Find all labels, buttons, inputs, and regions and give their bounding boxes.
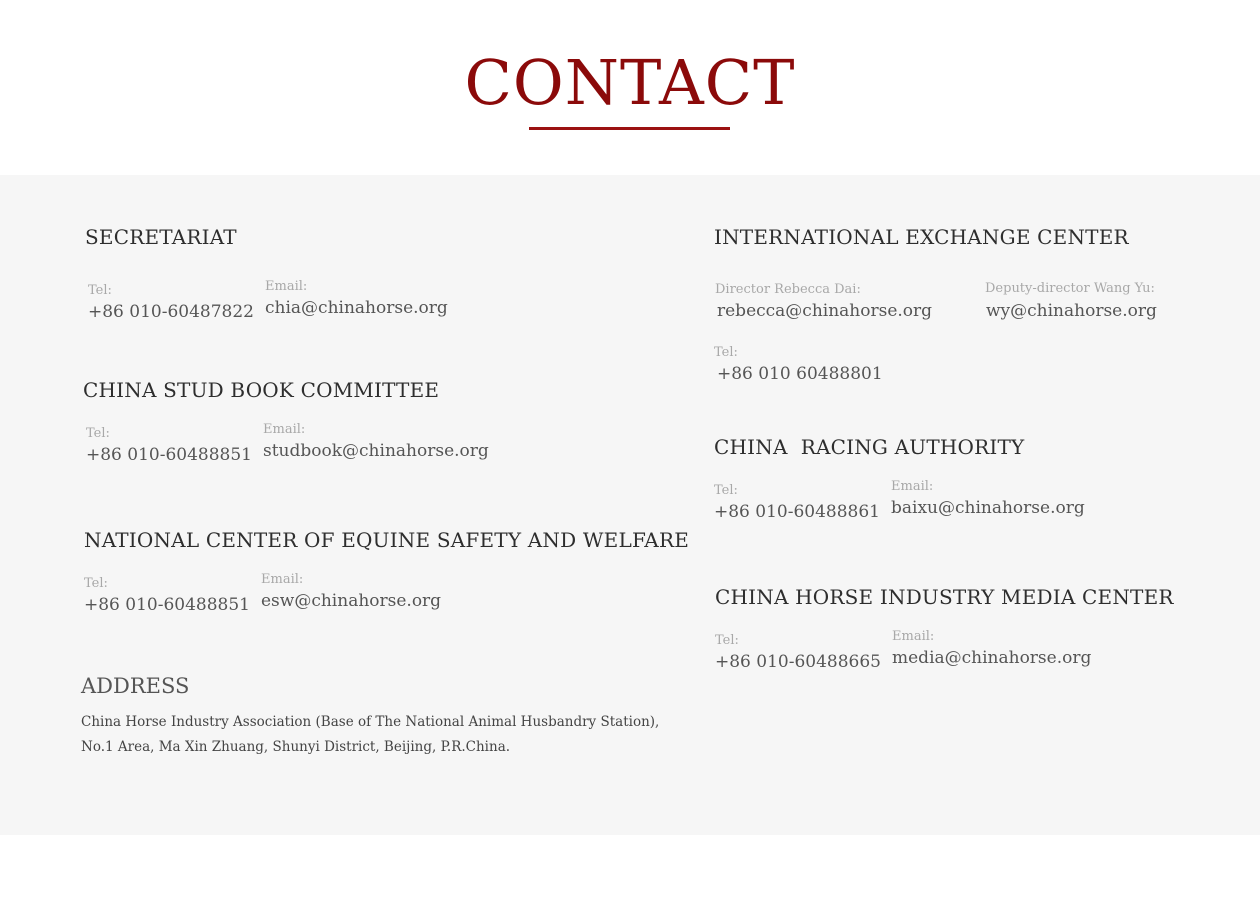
tel-label: Tel: xyxy=(84,576,108,591)
deputy-label: Deputy-director Wang Yu: xyxy=(985,281,1155,296)
tel-label: Tel: xyxy=(714,345,738,360)
email-label: Email: xyxy=(892,629,935,644)
section-title: INTERNATIONAL EXCHANGE CENTER xyxy=(714,225,1129,249)
tel-value[interactable]: +86 010-60488851 xyxy=(86,445,252,465)
email-label: Email: xyxy=(265,279,308,294)
email-label: Email: xyxy=(263,422,306,437)
section-title: CHINA STUD BOOK COMMITTEE xyxy=(83,378,440,402)
email-link[interactable]: studbook@chinahorse.org xyxy=(263,441,489,461)
address-line-2: No.1 Area, Ma Xin Zhuang, Shunyi District, Beijing, P.R.China. xyxy=(81,739,511,755)
deputy-email-link[interactable]: wy@chinahorse.org xyxy=(986,301,1157,321)
tel-value[interactable]: +86 010 60488801 xyxy=(717,364,883,384)
section-title: CHINA HORSE INDUSTRY MEDIA CENTER xyxy=(715,585,1174,609)
tel-label: Tel: xyxy=(714,483,738,498)
page-header xyxy=(0,0,1260,175)
email-label: Email: xyxy=(261,572,304,587)
director-email-link[interactable]: rebecca@chinahorse.org xyxy=(717,301,933,321)
tel-value[interactable]: +86 010-60488665 xyxy=(715,652,881,672)
page-title: CONTACT xyxy=(464,46,796,119)
title-underline xyxy=(529,127,730,130)
contact-content xyxy=(0,175,1260,835)
tel-label: Tel: xyxy=(88,283,112,298)
email-link[interactable]: chia@chinahorse.org xyxy=(265,298,448,318)
address-title: ADDRESS xyxy=(81,674,190,698)
tel-value[interactable]: +86 010-60487822 xyxy=(88,302,254,322)
section-title: NATIONAL CENTER OF EQUINE SAFETY AND WELFARE xyxy=(84,528,690,552)
email-link[interactable]: baixu@chinahorse.org xyxy=(891,498,1085,518)
tel-label: Tel: xyxy=(86,426,110,441)
tel-label: Tel: xyxy=(715,633,739,648)
section-title: SECRETARIAT xyxy=(85,225,237,249)
email-link[interactable]: media@chinahorse.org xyxy=(892,648,1092,668)
tel-value[interactable]: +86 010-60488851 xyxy=(84,595,250,615)
section-title: CHINA RACING AUTHORITY xyxy=(714,435,1025,459)
email-label: Email: xyxy=(891,479,934,494)
tel-value[interactable]: +86 010-60488861 xyxy=(714,502,880,522)
address-line-1: China Horse Industry Association (Base of The National Animal Husbandry Station), xyxy=(81,714,660,730)
email-link[interactable]: esw@chinahorse.org xyxy=(261,591,442,611)
director-label: Director Rebecca Dai: xyxy=(715,282,861,297)
